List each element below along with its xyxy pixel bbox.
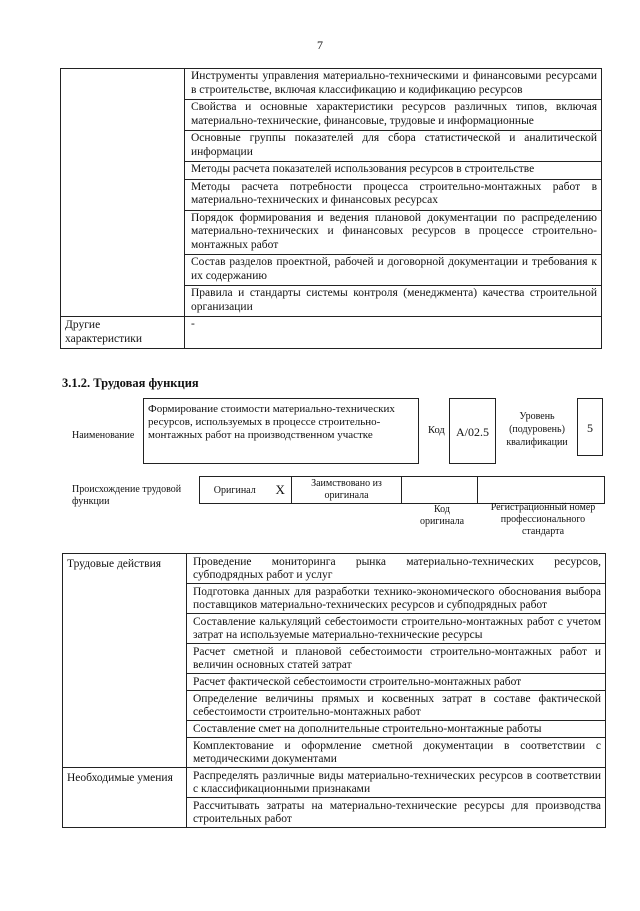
table-row xyxy=(63,554,606,584)
skill-cell: Распределять различные виды материально-технических ресурсов в соответствии с классификационными признаками xyxy=(187,768,606,798)
knowledge-cell: Состав разделов проектной, рабочей и договорной документации и требования к их содержанию xyxy=(185,255,602,286)
labor-action-cell: Подготовка данных для разработки технико-экономического обоснования выбора поставщиков материально-технических ресурсов и субподрядных работ xyxy=(187,584,606,614)
knowledge-table xyxy=(60,68,602,349)
labor-action-cell: Составление калькуляций себестоимости строительно-монтажных работ с учетом затрат на используемые материально-технические ресурсы xyxy=(187,614,606,644)
knowledge-cell: Правила и стандарты системы контроля (менеджмента) качества строительной организации xyxy=(185,286,602,317)
table-row xyxy=(61,69,602,100)
name-label: Наименование xyxy=(72,430,135,441)
labor-action-cell: Расчет фактической себестоимости строительно-монтажных работ xyxy=(187,674,606,691)
origin-mark-cell: X xyxy=(270,477,292,504)
table-row xyxy=(61,317,602,349)
labor-action-cell: Составление смет на дополнительные строительно-монтажные работы xyxy=(187,721,606,738)
knowledge-cell: Инструменты управления материально-техническими и финансовыми ресурсами в строительстве, включая классификацию и кодификацию ресурсов xyxy=(185,69,602,100)
table-row xyxy=(63,768,606,798)
origin-code-cell xyxy=(402,477,478,504)
origin-label: Происхождение трудовой функции xyxy=(72,484,182,507)
function-code-box: А/02.5 xyxy=(449,398,496,464)
labor-actions-label: Трудовые действия xyxy=(63,554,187,768)
skills-label: Необходимые умения xyxy=(63,768,187,828)
qualification-level-box: 5 xyxy=(577,398,603,456)
labor-action-cell: Определение величины прямых и косвенных затрат в составе фактической себестоимости строительно-монтажных работ xyxy=(187,691,606,721)
origin-code-label: Код оригинала xyxy=(419,504,465,527)
origin-table xyxy=(199,476,605,504)
knowledge-cell: Методы расчета показателей использования ресурсов в строительстве xyxy=(185,162,602,180)
table-row xyxy=(200,477,605,504)
knowledge-cell: Методы расчета потребности процесса строительно-монтажных работ в материально-технических и финансовых ресурсах xyxy=(185,179,602,210)
origin-original-cell: Оригинал xyxy=(200,477,270,504)
function-name-box: Формирование стоимости материально-технических ресурсов, используемых в процессе строительно-монтажных работ на производственном участке xyxy=(143,398,419,464)
labor-action-cell: Комплектование и оформление сметной документации в соответствии с методическими документами xyxy=(187,738,606,768)
knowledge-cell: Основные группы показателей для сбора статистической и аналитической информации xyxy=(185,131,602,162)
other-characteristics-label: Другие характеристики xyxy=(61,317,185,349)
registration-number-label: Регистрационный номер профессионального стандарта xyxy=(490,502,596,537)
qualification-level-label: Уровень (подуровень) квалификации xyxy=(506,411,568,448)
page-number: 7 xyxy=(317,38,323,52)
labor-action-cell: Расчет сметной и плановой себестоимости строительно-монтажных работ и величин основных статей затрат xyxy=(187,644,606,674)
labor-action-cell: Проведение мониторинга рынка материально-технических ресурсов, субподрядных работ и услуг xyxy=(187,554,606,584)
origin-borrowed-cell: Заимствовано из оригинала xyxy=(292,477,402,504)
knowledge-cell: Порядок формирования и ведения плановой документации по распределению материально-технических и финансовых ресурсов в процессе строительно-монтажных работ xyxy=(185,210,602,255)
section-title: 3.1.2. Трудовая функция xyxy=(62,376,199,390)
origin-reg-number-cell xyxy=(478,477,605,504)
code-label: Код xyxy=(428,425,445,436)
knowledge-label-cell xyxy=(61,69,185,317)
knowledge-cell: Свойства и основные характеристики ресурсов различных типов, включая материально-технические, финансовые, трудовые и информационные xyxy=(185,100,602,131)
labor-function-table xyxy=(62,553,606,828)
other-characteristics-value: - xyxy=(185,317,602,349)
skill-cell: Рассчитывать затраты на материально-технические ресурсы для производства строительных работ xyxy=(187,798,606,828)
